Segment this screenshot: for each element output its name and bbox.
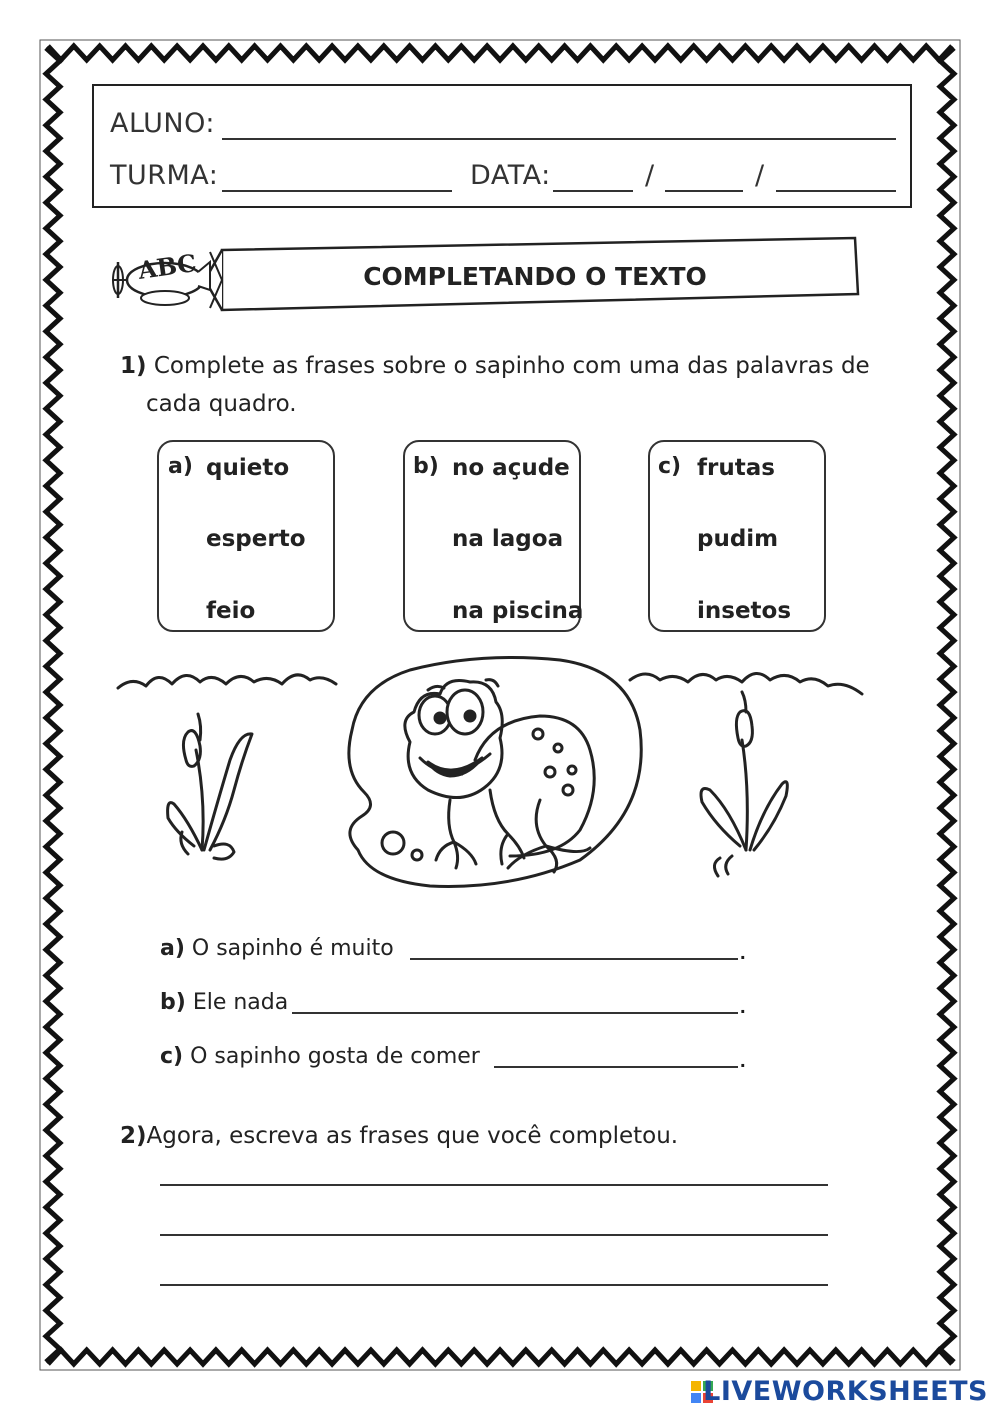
question-2: [120, 1116, 678, 1156]
sentence-text: O sapinho é muito: [191, 936, 394, 961]
word-box-letter: c): [658, 454, 682, 479]
writing-line[interactable]: [160, 1234, 828, 1236]
word-option: na piscina: [452, 598, 584, 624]
word-option: na lagoa: [452, 526, 564, 552]
sentence-text: Ele nada: [192, 990, 289, 1015]
date-label: DATA:: [470, 160, 551, 191]
answer-line-a[interactable]: [410, 958, 738, 960]
sentence-a: [160, 936, 394, 961]
word-option: esperto: [206, 526, 306, 552]
frog-illustration: [110, 650, 880, 920]
word-option: pudim: [697, 526, 779, 552]
class-label: TURMA:: [110, 160, 219, 191]
word-option: insetos: [697, 598, 792, 624]
student-label: ALUNO:: [110, 108, 216, 139]
date-month-line[interactable]: [665, 190, 743, 192]
word-option: feio: [206, 598, 256, 624]
banner-title: COMPLETANDO O TEXTO: [363, 262, 707, 291]
sentence-letter: a): [160, 936, 185, 961]
student-name-line[interactable]: [222, 138, 896, 140]
writing-line[interactable]: [160, 1284, 828, 1286]
question-2-number: 2): [120, 1123, 147, 1149]
class-line[interactable]: [222, 190, 452, 192]
date-day-line[interactable]: [553, 190, 633, 192]
question-2-text: Agora, escreva as frases que você completou.: [146, 1123, 679, 1149]
question-1-text: Complete as frases sobre o sapinho com uma das palavras de: [153, 353, 870, 379]
question-1-line-1: [120, 346, 870, 386]
word-option: frutas: [697, 455, 775, 481]
period-mark: .: [740, 996, 746, 1018]
writing-line[interactable]: [160, 1184, 828, 1186]
zigzag-edge: [48, 46, 952, 60]
word-box-letter: b): [413, 454, 439, 479]
sentence-letter: b): [160, 990, 186, 1015]
answer-line-c[interactable]: [494, 1066, 738, 1068]
sentence-b: [160, 990, 288, 1015]
date-year-line[interactable]: [776, 190, 896, 192]
zigzag-edge: [46, 48, 60, 1362]
question-1-line-2: cada quadro.: [146, 391, 297, 417]
date-separator: /: [645, 160, 655, 191]
date-separator: /: [755, 160, 765, 191]
word-option: quieto: [206, 455, 290, 481]
period-mark: .: [740, 942, 746, 964]
sentence-letter: c): [160, 1044, 184, 1069]
liveworksheets-brand[interactable]: LIVEWORKSHEETS: [703, 1376, 988, 1407]
word-option: no açude: [452, 455, 570, 481]
answer-line-b[interactable]: [292, 1012, 738, 1014]
banner-logo-letters: ABC: [136, 248, 199, 285]
zigzag-edge: [940, 48, 954, 1362]
question-1-number: 1): [120, 353, 147, 379]
period-mark: .: [740, 1050, 746, 1072]
sentence-text: O sapinho gosta de comer: [190, 1044, 480, 1069]
word-box-letter: a): [168, 454, 193, 479]
sentence-c: [160, 1044, 480, 1069]
zigzag-edge: [48, 1350, 952, 1364]
